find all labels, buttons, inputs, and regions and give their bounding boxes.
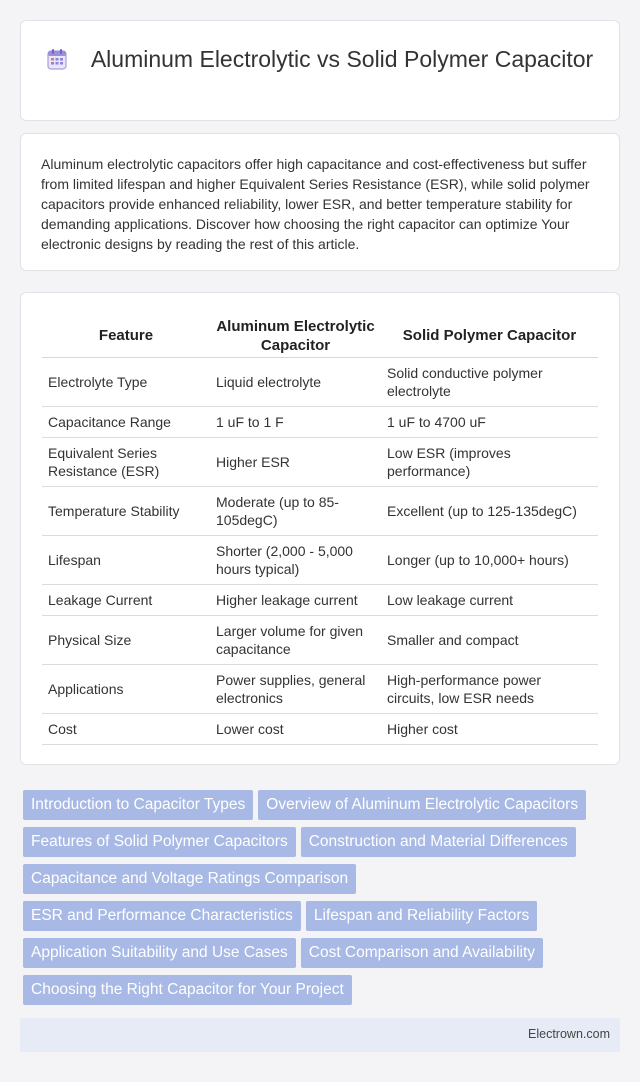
feature-cell: Cost [42, 713, 210, 744]
tag-row [23, 864, 623, 901]
table-row [42, 664, 598, 713]
table-row [42, 615, 598, 664]
tag-link[interactable]: Construction and Material Differences [301, 827, 576, 857]
footer-site[interactable]: Electrown.com [528, 1027, 610, 1041]
aluminum-cell: Higher ESR [210, 437, 381, 486]
comparison-table [42, 315, 598, 745]
table-row [42, 357, 598, 406]
tag-row [23, 827, 623, 864]
title-card [20, 20, 620, 121]
header-polymer: Solid Polymer Capacitor [381, 315, 598, 357]
page-title: Aluminum Electrolytic vs Solid Polymer Capacitor [90, 46, 594, 72]
polymer-cell: Smaller and compact [381, 615, 598, 664]
tag-link[interactable]: ESR and Performance Characteristics [23, 901, 301, 931]
calendar-icon [47, 49, 67, 70]
footer [20, 1018, 620, 1052]
aluminum-cell: Power supplies, general electronics [210, 664, 381, 713]
polymer-cell: Solid conductive polymer electrolyte [381, 357, 598, 406]
tag-link[interactable]: Overview of Aluminum Electrolytic Capacitors [258, 790, 586, 820]
polymer-cell: Excellent (up to 125-135degC) [381, 486, 598, 535]
table-row [42, 584, 598, 615]
table-header-row [42, 315, 598, 357]
feature-cell: Lifespan [42, 535, 210, 584]
tag-row [23, 901, 623, 938]
aluminum-cell: Lower cost [210, 713, 381, 744]
tag-link[interactable]: Features of Solid Polymer Capacitors [23, 827, 296, 857]
tag-link[interactable]: Cost Comparison and Availability [301, 938, 543, 968]
header-feature: Feature [42, 315, 210, 357]
intro-paragraph: Aluminum electrolytic capacitors offer high capacitance and cost-effectiveness but suffer from limited lifespan and higher Equivalent Series Resistance (ESR), while solid polymer capacitors provide enhanced reliability, lower ESR, and better temperature stability for demanding applications. Discover how choosing the right capacitor can optimize Your electronic designs by reading the rest of this article. [41, 156, 590, 252]
feature-cell: Temperature Stability [42, 486, 210, 535]
intro-card [20, 133, 620, 271]
feature-cell: Equivalent Series Resistance (ESR) [42, 437, 210, 486]
polymer-cell: 1 uF to 4700 uF [381, 406, 598, 437]
table-row [42, 486, 598, 535]
feature-cell: Capacitance Range [42, 406, 210, 437]
feature-cell: Applications [42, 664, 210, 713]
table-row [42, 437, 598, 486]
aluminum-cell: Larger volume for given capacitance [210, 615, 381, 664]
aluminum-cell: Shorter (2,000 - 5,000 hours typical) [210, 535, 381, 584]
feature-cell: Leakage Current [42, 584, 210, 615]
header-aluminum: Aluminum Electrolytic Capacitor [210, 315, 381, 357]
tag-row [23, 975, 623, 1012]
aluminum-cell: 1 uF to 1 F [210, 406, 381, 437]
topic-tags [23, 790, 623, 1012]
comparison-table-card [20, 292, 620, 765]
tag-link[interactable]: Application Suitability and Use Cases [23, 938, 296, 968]
feature-cell: Physical Size [42, 615, 210, 664]
table-row [42, 406, 598, 437]
polymer-cell: Longer (up to 10,000+ hours) [381, 535, 598, 584]
aluminum-cell: Higher leakage current [210, 584, 381, 615]
aluminum-cell: Liquid electrolyte [210, 357, 381, 406]
page-title-block [21, 45, 619, 74]
tag-row [23, 790, 623, 827]
tag-link[interactable]: Capacitance and Voltage Ratings Comparison [23, 864, 356, 894]
tag-link[interactable]: Introduction to Capacitor Types [23, 790, 253, 820]
tag-link[interactable]: Lifespan and Reliability Factors [306, 901, 537, 931]
polymer-cell: Low leakage current [381, 584, 598, 615]
table-row [42, 535, 598, 584]
feature-cell: Electrolyte Type [42, 357, 210, 406]
aluminum-cell: Moderate (up to 85-105degC) [210, 486, 381, 535]
polymer-cell: High-performance power circuits, low ESR needs [381, 664, 598, 713]
polymer-cell: Low ESR (improves performance) [381, 437, 598, 486]
tag-link[interactable]: Choosing the Right Capacitor for Your Project [23, 975, 352, 1005]
tag-row [23, 938, 623, 975]
polymer-cell: Higher cost [381, 713, 598, 744]
table-row [42, 713, 598, 744]
